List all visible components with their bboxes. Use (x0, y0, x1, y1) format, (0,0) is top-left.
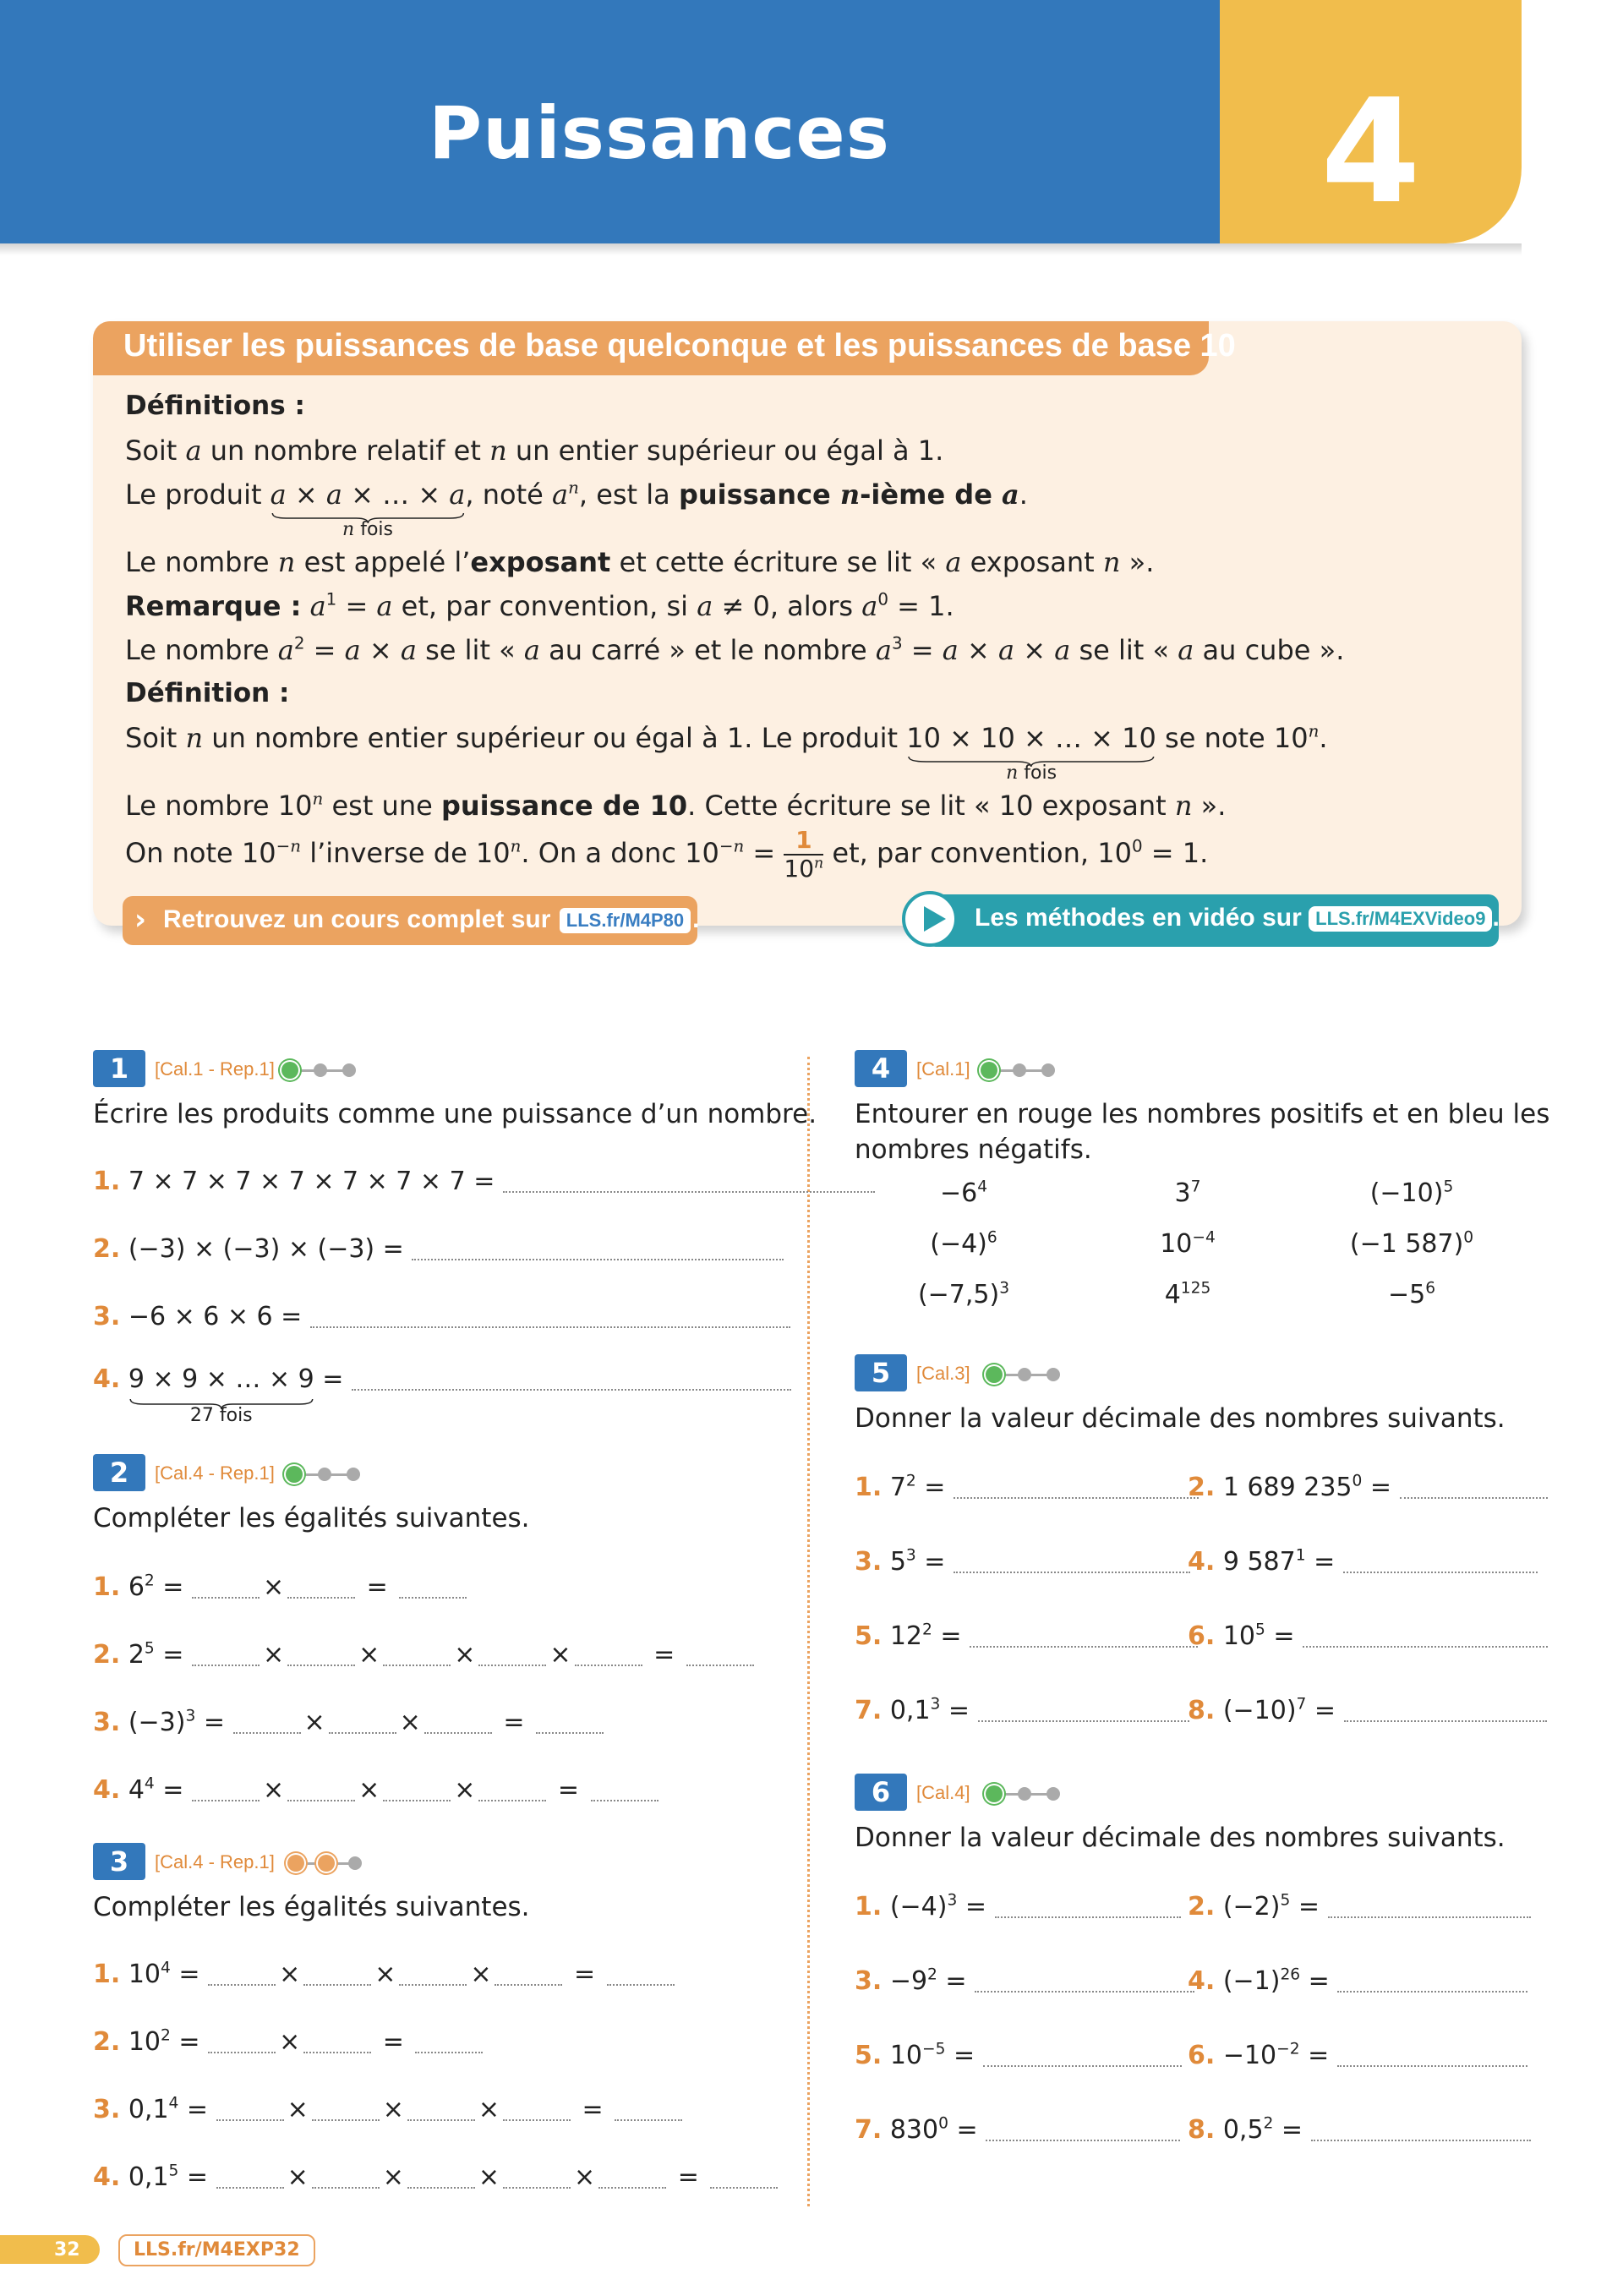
exercise-instruction: Compléter les égalités suivantes. (93, 1503, 530, 1533)
lesson-line: Le produit a × a × … × a n fois , noté $a^n$, est la puissance n-ième de a. (125, 478, 1028, 540)
exercise-number: 2 (93, 1454, 145, 1491)
course-link[interactable]: LLS.fr/M4P80 (558, 906, 692, 935)
course-link-button[interactable]: › Retrouvez un cours complet sur LLS.fr/M4P80 . (123, 896, 697, 945)
exercise-item: 7. $830^0$ = (855, 2115, 1180, 2145)
remark-label: Remarque : (125, 590, 302, 622)
exercise-number: 1 (93, 1050, 145, 1087)
exercise-item: 4. 9 × 9 × … × 9 27 fois = (93, 1364, 791, 1394)
lesson-line: Le nombre n est appelé l’exposant et cette écriture se lit « a exposant n ». (125, 546, 1155, 578)
page-title: Puissances (429, 91, 890, 176)
chapter-box (1220, 0, 1522, 243)
header-shadow (0, 243, 1522, 255)
chevron-right-icon: › (134, 903, 147, 937)
course-text: Retrouvez un cours complet sur (163, 905, 551, 933)
lesson-line: Le nombre $a^2 = a \times a$ se lit « a au carré » et le nombre $a^3 = a \times a \times a$ se lit « a au cube ». (125, 633, 1345, 666)
exercise-item: 5. $12^2$ = (855, 1621, 1198, 1651)
exercise-instruction: Donner la valeur décimale des nombres suivants. (855, 1403, 1506, 1434)
exercise-item: 4. $4^4$ = × × × = (93, 1775, 658, 1805)
exercise-item: 3. $0,1^4$ = × × × = (93, 2095, 682, 2124)
exercise-item: 6. $-10^{-2}$ = (1188, 2041, 1527, 2070)
power-item: $4^{125}$ (1164, 1279, 1211, 1309)
exercise-instruction: Compléter les égalités suivantes. (93, 1892, 530, 1922)
power-item: (−1 587)$^0$ (1349, 1228, 1474, 1259)
exercise-tag: [Cal.4 - Rep.1] (155, 1462, 275, 1484)
exercise-tag: [Cal.3] (916, 1363, 970, 1384)
footer-link[interactable]: LLS.fr/M4EXP32 (118, 2234, 315, 2266)
lesson-line: On note $10^{-n}$ l’inverse de 10$^n$. On a donc $10^{-n}$ = $\frac{1}{10^n}$ et, par convention, $10^0 = 1$. (125, 826, 1209, 883)
lesson-line: Soit a un nombre relatif et n un entier supérieur ou égal à 1. (125, 435, 944, 467)
exercise-instruction: Donner la valeur décimale des nombres suivants. (855, 1823, 1506, 1853)
exercise-item: 6. $10^5$ = (1188, 1621, 1548, 1651)
exercise-item: 2. $10^2$ = × = (93, 2027, 483, 2057)
exercise-item: 3. $5^3$ = (855, 1547, 1190, 1577)
play-icon[interactable] (902, 891, 958, 947)
exercise-tag: [Cal.1 - Rep.1] (155, 1058, 275, 1080)
video-text: Les méthodes en vidéo sur (975, 904, 1302, 932)
power-item: $-5^6$ (1387, 1279, 1436, 1309)
definitions-label: Définitions : (125, 391, 305, 421)
power-item: $(-7,5)^3$ (917, 1279, 1010, 1309)
exercise-instruction: nombres négatifs. (855, 1134, 1092, 1165)
power-item: $3^7$ (1174, 1178, 1201, 1208)
exercise-item: 4. $(-1)^{26}$ = (1188, 1966, 1527, 1996)
exercise-item: 1. $7^2$ = (855, 1473, 1199, 1502)
exercise-item: 3. −6 × 6 × 6 = (93, 1302, 790, 1331)
video-link[interactable]: LLS.fr/M4EXVideo9 (1309, 906, 1492, 932)
exercise-item: 7. $0,1^3$ = (855, 1696, 1189, 1725)
power-item: $(-10)^5$ (1369, 1178, 1454, 1208)
times-label: 27 fois (189, 1405, 253, 1426)
definition-label: Définition : (125, 678, 290, 708)
exercise-item: 4. $0,1^5$ = × × × × = (93, 2162, 778, 2192)
power-item: $(-4)^6$ (930, 1228, 997, 1259)
exercise-item: 2. (−3) × (−3) × (−3) = (93, 1234, 784, 1264)
lesson-line: Soit n un nombre entier supérieur ou égal à 1. Le produit 10 × 10 × … × 10 n fois se note 10$^n$. (125, 721, 1328, 784)
exercise-item: 1. $6^2$ = × = (93, 1572, 467, 1602)
exercise-item: 2. $2^5$ = × × × × = (93, 1640, 754, 1670)
lesson-line: Remarque : $a^1 = a$ et, par convention, si a ≠ 0, alors $a^0 = 1$. (125, 589, 954, 622)
exercise-number: 4 (855, 1050, 907, 1087)
exercise-item: 3. $(-3)^3$ = × × = (93, 1708, 604, 1737)
exercise-item: 1. 7 × 7 × 7 × 7 × 7 × 7 × 7 = (93, 1167, 875, 1196)
exercise-item: 4. 9 $587^1$ = (1188, 1547, 1538, 1577)
exercise-item: 1. $(-4)^3$ = (855, 1892, 1181, 1922)
exercise-instruction: Écrire les produits comme une puissance d’un nombre. (93, 1099, 817, 1129)
exercise-item: 2. 1 689 $235^0$ = (1188, 1473, 1548, 1502)
power-item: $10^{-4}$ (1160, 1228, 1216, 1259)
page-number-tab (0, 2235, 100, 2264)
exercise-item: 3. $-9^2$ = (855, 1966, 1194, 1996)
exercise-item: 8. $(-10)^7$ = (1188, 1696, 1547, 1725)
lesson-title: Utiliser les puissances de base quelconque et les puissances de base 10 (123, 328, 1236, 364)
exercise-item: 5. $10^{-5}$ = (855, 2041, 1182, 2070)
power-item: $-6^4$ (939, 1178, 988, 1208)
exercise-instruction: Entourer en rouge les nombres positifs et en bleu les (855, 1099, 1550, 1129)
exercise-tag: [Cal.1] (916, 1058, 970, 1080)
lesson-title-tab (93, 321, 1236, 375)
exercise-number: 3 (93, 1843, 145, 1880)
chapter-number: 4 (1320, 68, 1421, 236)
column-divider (807, 1057, 810, 2206)
exercise-number: 6 (855, 1774, 907, 1811)
exercise-tag: [Cal.4] (916, 1782, 970, 1803)
video-link-button[interactable]: Les méthodes en vidéo sur LLS.fr/M4EXVideo9 . (926, 894, 1499, 947)
exercise-item: 1. $10^4$ = × × × = (93, 1960, 675, 1989)
exercise-number: 5 (855, 1354, 907, 1391)
exercise-tag: [Cal.4 - Rep.1] (155, 1851, 275, 1872)
page-number: 32 (54, 2239, 80, 2260)
lesson-line: Le nombre 10$^n$ est une puissance de 10. Cette écriture se lit « 10 exposant n ». (125, 789, 1227, 822)
exercise-item: 2. $(-2)^5$ = (1188, 1892, 1531, 1922)
exercise-item: 8. $0,5^2$ = (1188, 2115, 1531, 2145)
